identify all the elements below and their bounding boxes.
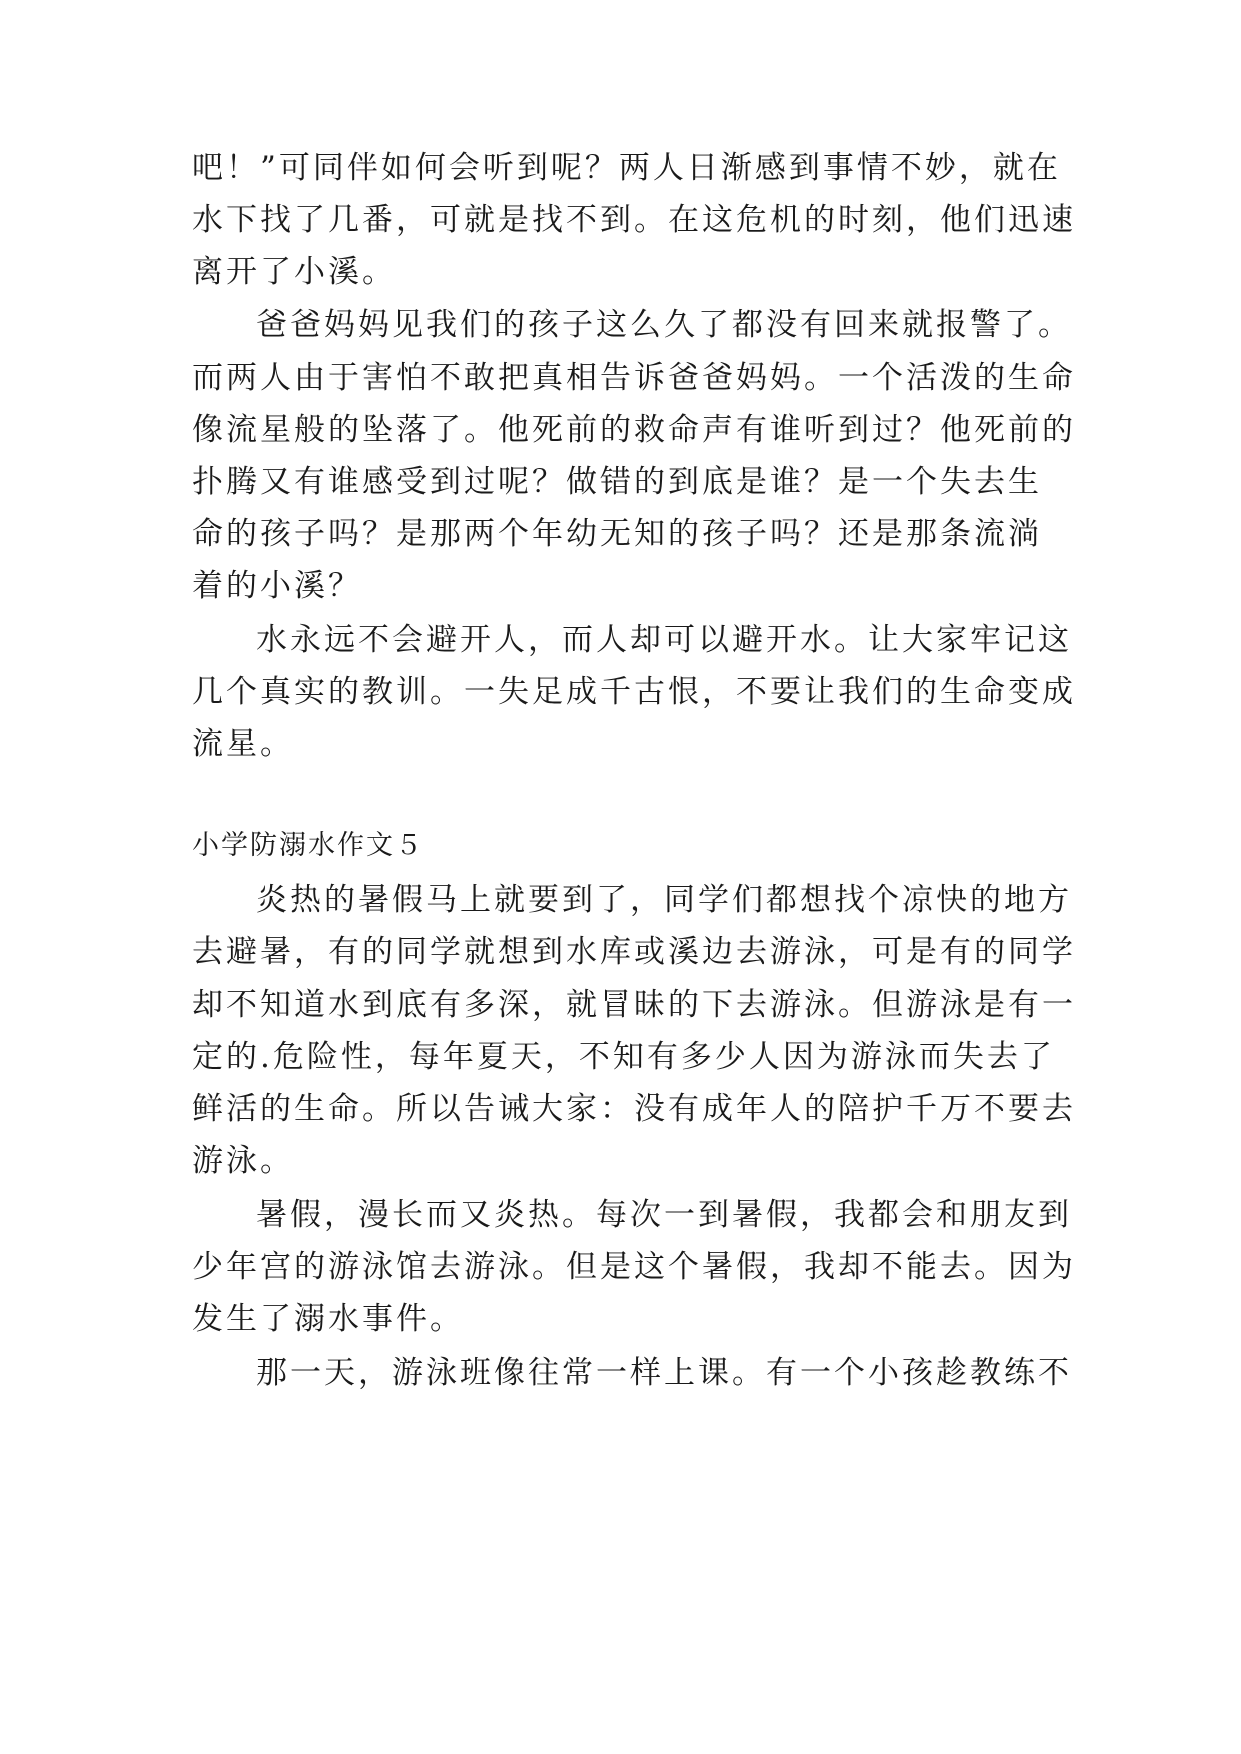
paragraph-line: 却不知道水到底有多深，就冒昧的下去游泳。但游泳是有一 — [192, 987, 1076, 1023]
paragraph-line: 着的小溪？ — [192, 568, 362, 604]
paragraph-line: 发生了溺水事件。 — [192, 1301, 464, 1337]
paragraph-line: 而两人由于害怕不敢把真相告诉爸爸妈妈。一个活泼的生命 — [192, 360, 1076, 396]
paragraph-line: 吧！”可同伴如何会听到呢？两人日渐感到事情不妙，就在 — [192, 150, 1061, 186]
paragraph-line: 爸爸妈妈见我们的孩子这么久了都没有回来就报警了。 — [256, 307, 1072, 343]
paragraph-line: 扑腾又有谁感受到过呢？做错的到底是谁？是一个失去生 — [192, 464, 1042, 500]
paragraph-line: 定的.危险性，每年夏天，不知有多少人因为游泳而失去了 — [192, 1039, 1055, 1075]
section-heading: 小学防溺水作文５ — [192, 830, 424, 861]
paragraph-line: 水下找了几番，可就是找不到。在这危机的时刻，他们迅速 — [192, 202, 1076, 238]
paragraph-line: 少年宫的游泳馆去游泳。但是这个暑假，我却不能去。因为 — [192, 1249, 1076, 1285]
paragraph-line: 几个真实的教训。一失足成千古恨，不要让我们的生命变成 — [192, 674, 1076, 710]
paragraph-line: 游泳。 — [192, 1143, 294, 1179]
paragraph-line: 流星。 — [192, 726, 294, 762]
paragraph-line: 水永远不会避开人，而人却可以避开水。让大家牢记这 — [256, 622, 1072, 658]
paragraph-line: 像流星般的坠落了。他死前的救命声有谁听到过？他死前的 — [192, 412, 1076, 448]
paragraph-line: 鲜活的生命。所以告诫大家：没有成年人的陪护千万不要去 — [192, 1091, 1076, 1127]
paragraph-line: 炎热的暑假马上就要到了，同学们都想找个凉快的地方 — [256, 882, 1072, 918]
paragraph-line: 去避暑，有的同学就想到水库或溪边去游泳，可是有的同学 — [192, 934, 1076, 970]
paragraph-line: 命的孩子吗？是那两个年幼无知的孩子吗？还是那条流淌 — [192, 516, 1042, 552]
paragraph-line: 那一天，游泳班像往常一样上课。有一个小孩趁教练不 — [256, 1355, 1072, 1391]
paragraph-line: 暑假，漫长而又炎热。每次一到暑假，我都会和朋友到 — [256, 1197, 1072, 1233]
paragraph-line: 离开了小溪。 — [192, 254, 396, 290]
